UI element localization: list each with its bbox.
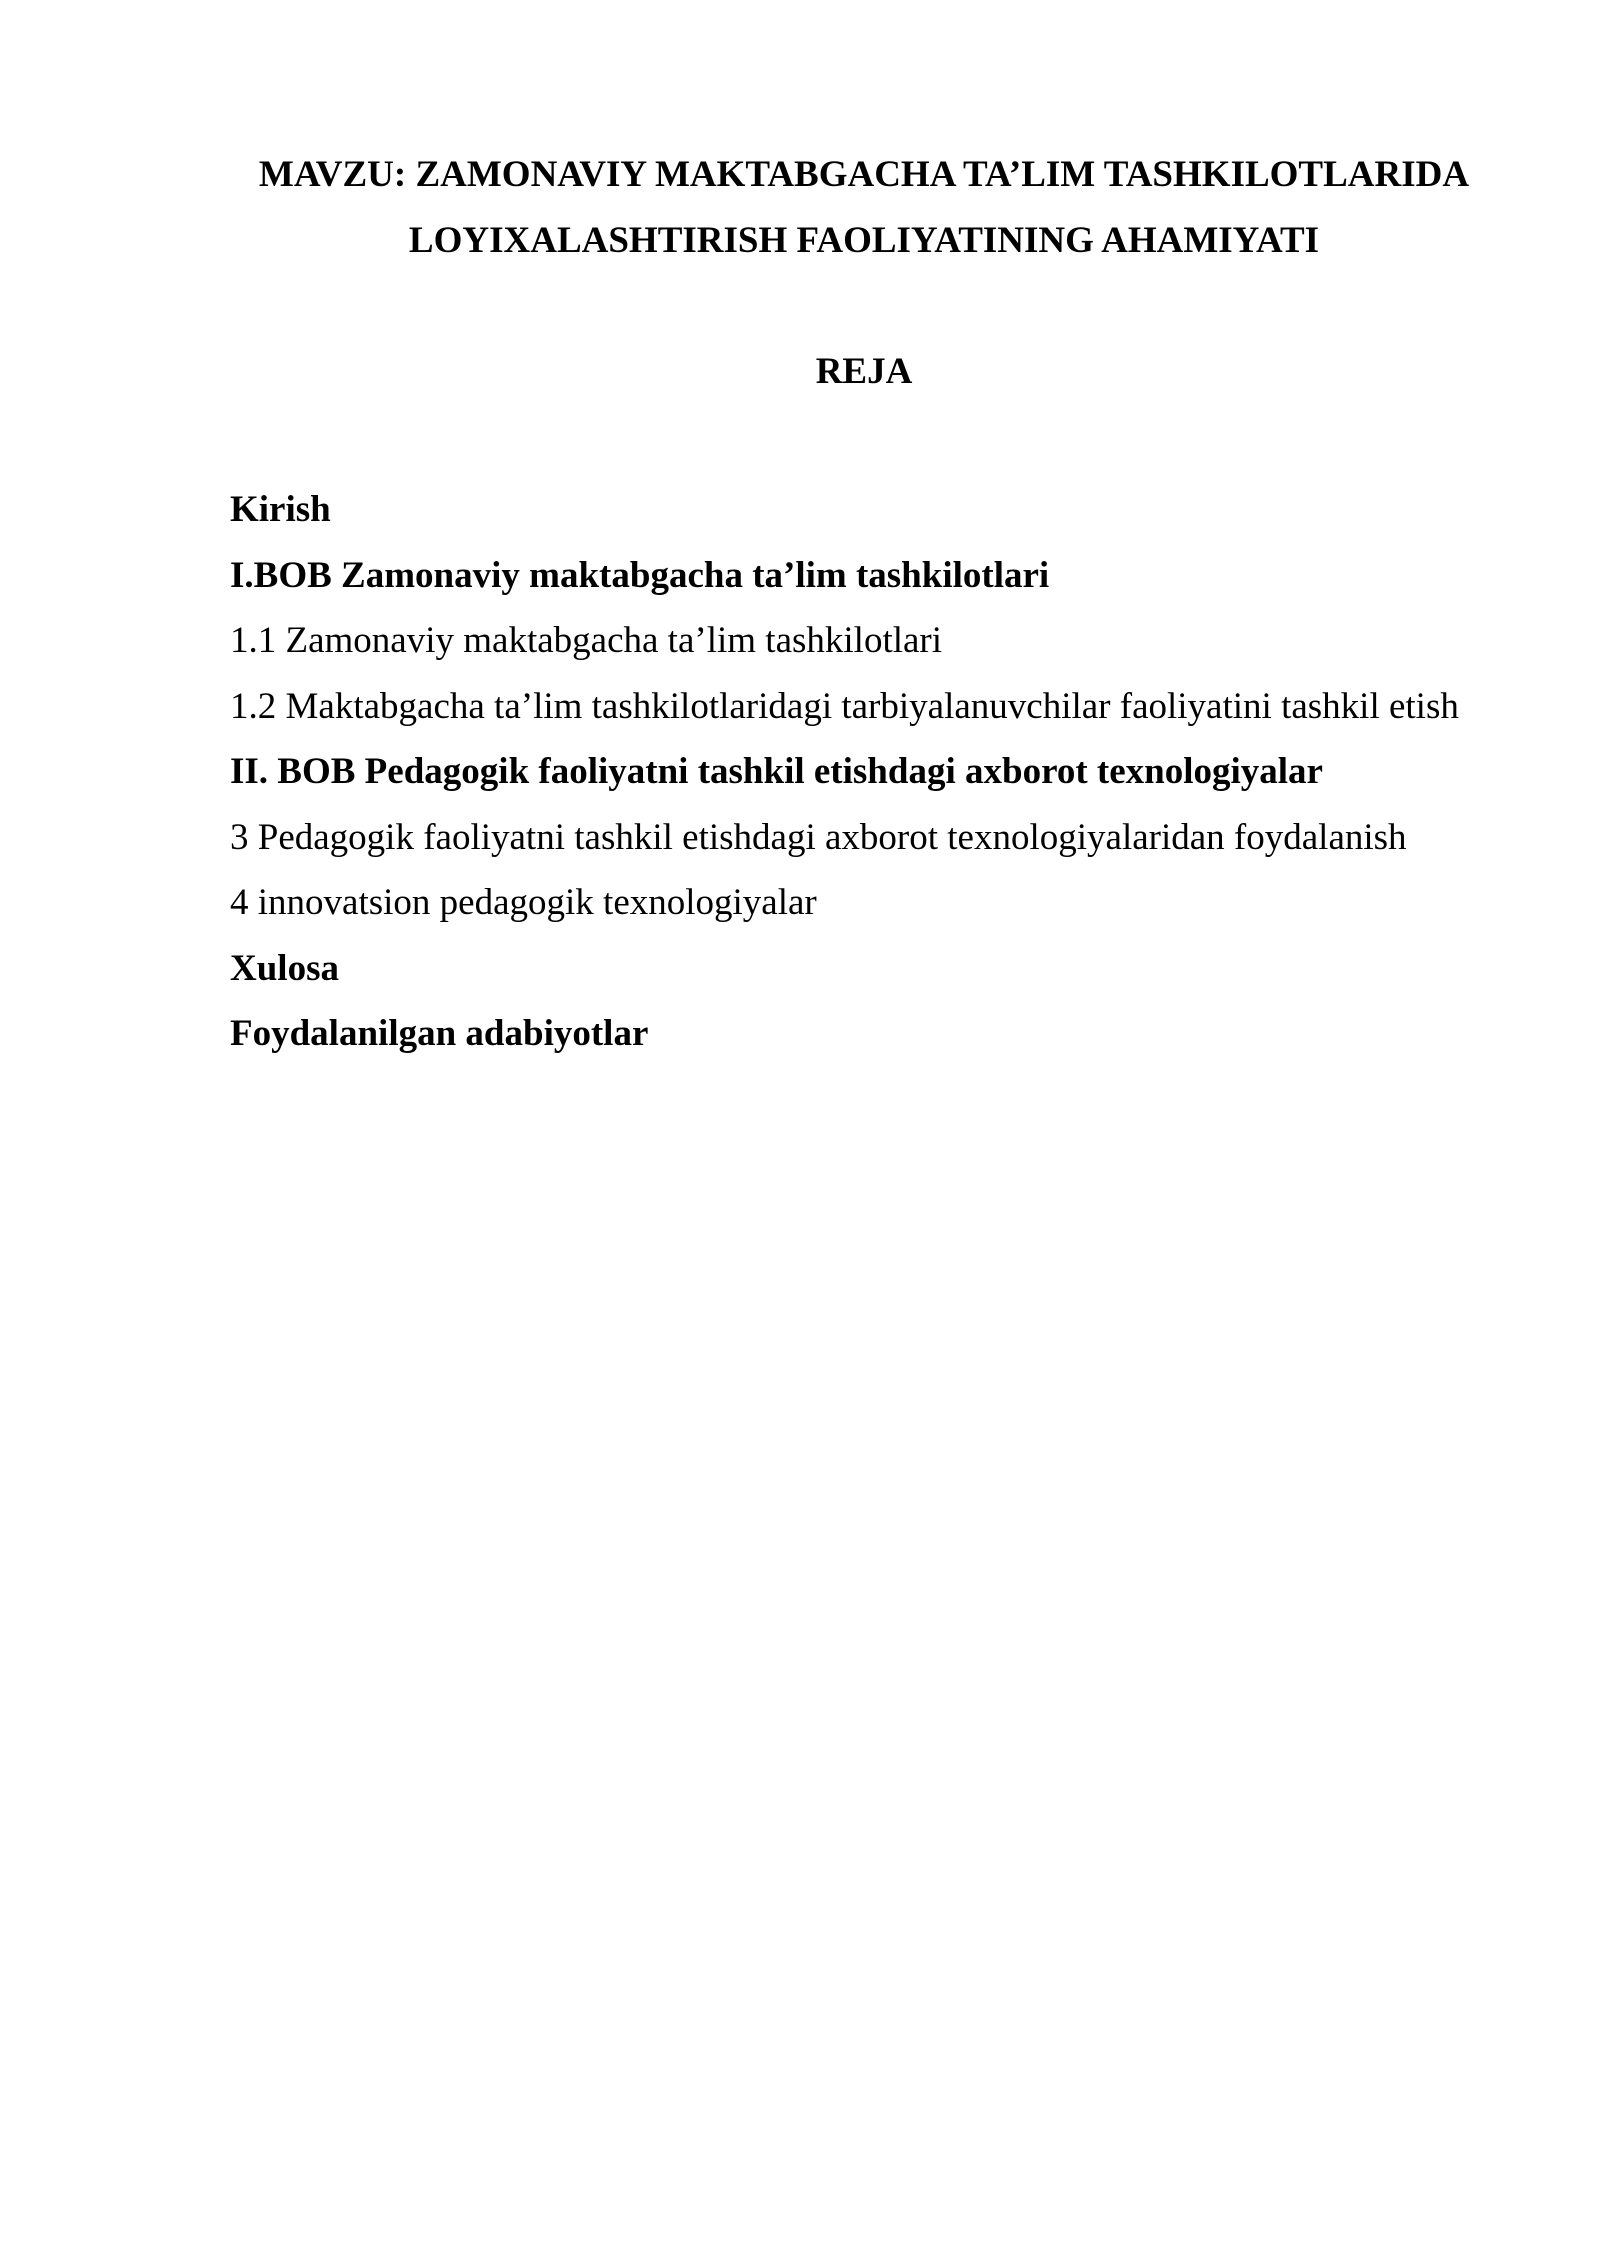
toc-references: Foydalanilgan adabiyotlar	[230, 1013, 649, 1054]
toc-chapter-2: II. BOB Pedagogik faoliyatni tashkil etishdagi axborot texnologiyalar	[230, 751, 1323, 792]
toc-introduction: Kirish	[230, 489, 331, 530]
document-title-line-2: LOYIXALASHTIRISH FAOLIYATINING AHAMIYATI	[408, 220, 1320, 261]
toc-chapter-1: I.BOB Zamonaviy maktabgacha ta’lim tashkilotlari	[230, 554, 1050, 596]
document-title-line-1: MAVZU: ZAMONAVIY MAKTABGACHA TA’LIM TASHKILOTLARIDA	[258, 154, 1470, 195]
toc-section-1-2: 1.2 Maktabgacha ta’lim tashkilotlaridagi tarbiyalanuvchilar faoliyatini tashkil etish	[230, 685, 1459, 727]
toc-conclusion: Xulosa	[230, 947, 339, 989]
toc-section-1-1: 1.1 Zamonaviy maktabgacha ta’lim tashkilotlari	[230, 620, 943, 661]
plan-heading: REJA	[815, 351, 913, 392]
table-of-contents	[230, 477, 1459, 1067]
toc-section-4: 4 innovatsion pedagogik texnologiyalar	[230, 882, 817, 923]
toc-section-3: 3 Pedagogik faoliyatni tashkil etishdagi axborot texnologiyalaridan foydalanish	[230, 816, 1407, 858]
